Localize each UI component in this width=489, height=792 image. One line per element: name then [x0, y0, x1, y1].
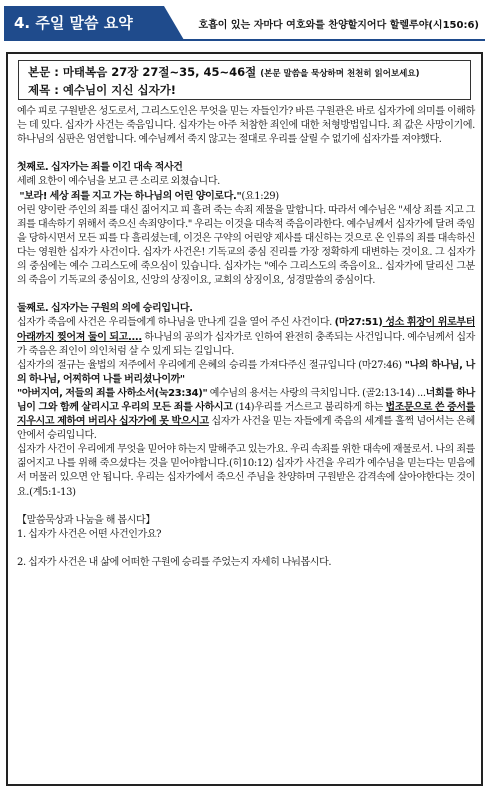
- section1-body: 어린 양이란 주인의 죄를 대신 짊어지고 피 흘려 죽는 속죄 제물을 말합니다. 따라서 예수님은 "세상 죄를 지고 그 죄를 대속하기 위해서 죽으신 속죄양이다." 우리는 이것을 대속적 죽음이라한다. 예수님께서 십자가에 달려 죽임을 당하시면서 모든 피를 다 흘리셨는데, 이것은 구약의 어린양 제사를 대신하는 것으로 온 인류의 죄를 대속하신다는 영원한 십자가 사건이다. 십자가 사건은! 기독교의 중심 진리를 가장 정확하게 대변하는 것이요. 그 십자가의 중심에는 예수 그리스도에 죽으심이 있습니다. 십자가는 "예수 그리스도의 죽음이요.. 십자가에 달리신 그분의 죽음이 기독교의 중심이요, 신앙의 상징이요, 교회의 상징이요, 성경말씀의 중심이다.: [17, 204, 475, 287]
- sermon-body: [17, 105, 475, 570]
- meditation-question-1: 1. 십자가 사건은 어떤 사건인가요?: [17, 528, 162, 540]
- scripture-label: 본문 : 마태복음 27장 27절~35, 45~46절: [28, 65, 257, 79]
- meditation-title: 【말씀묵상과 나눔을 해 봅시다】: [17, 514, 156, 526]
- section1-title: 첫째로. 십자가는 죄를 이긴 대속 적사건: [17, 162, 183, 174]
- header-verse: 호흡이 있는 자마다 여호와를 찬양할지어다 할렐루야(시150:6): [198, 20, 479, 31]
- meditation-question-2: 2. 십자가 사건은 내 삶에 어떠한 구원에 승리를 주었는지 자세히 나눠봅시다.: [17, 557, 332, 568]
- scripture-note: (본문 말씀을 묵상하며 천천히 읽어보세요): [260, 69, 420, 79]
- header-divider: [4, 39, 485, 41]
- section2-title: 둘째로. 십자가는 구원의 의에 승리입니다.: [17, 303, 193, 315]
- intro-paragraph: 예수 피로 구원받은 성도로서, 그리스도인은 무엇을 믿는 자들인가? 바른 구원관은 바로 십자가에 의미를 이해하는 데 있다. 십자가 사건는 죽음입니다. 십자가는 아주 처참한 죄인에 대한 처형방법입니다. 죄 값은 사망이기에. 하나님의 심판은 엄연합니다. 예수님께서 죽지 않고는 절대로 우리를 살릴 수 없기에 십자가를 져야했다.: [17, 106, 475, 146]
- section1-quote-ref: (요1:29): [241, 190, 279, 202]
- section2-paragraph2: 십자가의 절규는 율법의 저주에서 우리에게 은혜의 승리를 가져다주신 절규입니다 (마27:46) "나의 하나님, 나의 하나님, 어찌하여 나를 버리셨나이까": [17, 359, 475, 385]
- scripture-reference-box: [18, 60, 471, 100]
- section2-paragraph4: 십자가 사건이 우리에게 무엇을 믿어야 하는지 말해주고 있는가요. 우리 속죄를 위한 대속에 재물로서. 나의 죄를 짊어지고 나를 위해 죽으셨다는 것을 믿어야합니다.(히10:12) 십자가 사건을 우리가 예수님을 믿는다는 믿음에서 머물러 있으면 안 됩니다. 우리는 십자가에서 죽으신 주님을 찬양하며 구원받은 감격속에 살아야한다는 것이요.(계5:1-13): [17, 444, 475, 498]
- section-tab-title: 4. 주일 말씀 요약: [14, 14, 133, 32]
- section1-quote: "보라! 세상 죄를 지고 가는 하나님의 어린 양이로다.": [19, 190, 242, 202]
- section-header: [4, 6, 485, 40]
- sermon-title: 제목 : 예수님이 지신 십자가!: [28, 83, 177, 97]
- section1-line1: 세례 요한이 예수님을 보고 큰 소리로 외쳤습니다.: [17, 176, 221, 188]
- scripture-line: [28, 64, 419, 80]
- section2-paragraph1: 십자가 죽음에 사건은 우리들에게 하나님을 만나게 길을 열어 주신 사건이다. (마27:51) 성소 휘장이 위로부터 아래까지 찢어져 둘이 되고.... 하나님의 공의가 십자가로 인하여 완전히 충족되는 사건입니다. 예수님께서 십자가 죽음은 죄인이 의인처럼 살 수 있게 되는 길입니다.: [17, 317, 475, 357]
- section2-paragraph3: "아버지여, 저들의 죄를 사하소서(눅23:34)" 예수님의 용서는 사랑의 극치입니다. (골2:13-14) ...너희를 하나님이 그와 함께 살리시고 우리의 모든 죄를 사하시고 (14)우리를 거스르고 불리하게 하는 법조문으로 쓴 증서를 지우시고 제하여 버리사 십자가에 못 박으시고 십자가 사건을 믿는 자들에게 죽음의 세계를 훌쩍 넘어서는 은혜 안에서 승리입니다.: [17, 387, 475, 442]
- section1-quote-line: [17, 190, 475, 204]
